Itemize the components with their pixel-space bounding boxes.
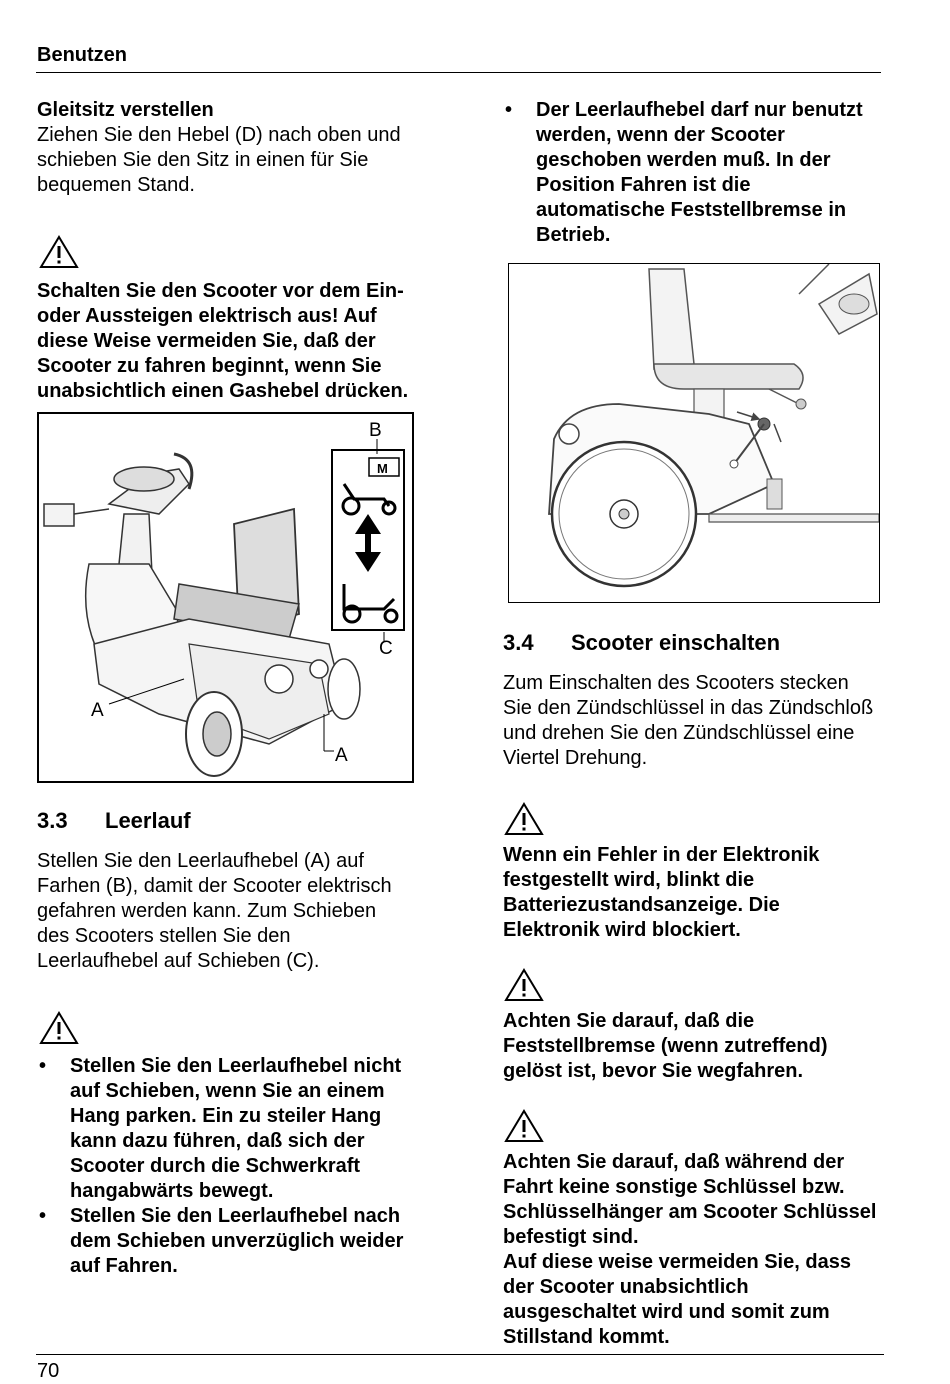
figure-label-b: B: [369, 420, 382, 441]
freewheel-lever-figure: [508, 263, 880, 603]
section-3-4-title: Scooter einschalten: [571, 630, 781, 655]
section-3-3-heading: [37, 807, 432, 835]
figure-label-a-left: A: [91, 700, 104, 721]
warning-keys-text: Achten Sie darauf, daß während der Fahrt keine sonstige Schlüssel bzw. Schlüsselhänger am Scooter Schlüssel befestigt sind.: [503, 1151, 877, 1248]
list-item: • Stellen Sie den Leerlaufhebel nicht auf Schieben, wenn Sie an einem Hang parken. Ein zu steiler Hang kann dazu führen, daß sich der Scooter durch die Schwerkraft hangabwärts bewegt.: [39, 1055, 402, 1202]
list-item: • Stellen Sie den Leerlaufhebel nach dem Schieben unverzüglich weider auf Fahren.: [39, 1205, 404, 1277]
left-column: [37, 98, 432, 1279]
right-column: [503, 98, 888, 1350]
figure-label-a-right: A: [335, 745, 348, 766]
page-number: 70: [37, 1360, 60, 1382]
warning-triangle-icon: [39, 1010, 79, 1046]
section-3-3-number: 3.3: [37, 808, 68, 833]
section-3-4-number: 3.4: [503, 630, 534, 655]
warning-triangle-icon: [504, 967, 544, 1003]
seat-adjust-heading: Gleitsitz verstellen: [37, 99, 214, 121]
warning-triangle-icon: [504, 801, 544, 837]
warning-switch-off-text: Schalten Sie den Scooter vor dem Ein- oder Aussteigen elektrisch aus! Auf diese Weise vermeiden Sie, daß der Scooter zu fahren beginnt, wenn Sie unabsichtlich einen Gashebel drücken.: [37, 280, 409, 402]
warning-parking-brake-text: Achten Sie darauf, daß die Feststellbremse (wenn zutreffend) gelöst ist, bevor Sie wegfahren.: [503, 1010, 828, 1082]
scooter-freewheel-figure: [37, 412, 414, 783]
warning-keys-consequence-text: Auf diese weise vermeiden Sie, dass der Scooter unabsichtlich ausgeschaltet wird und somit zum Stillstand kommt.: [503, 1251, 851, 1348]
warning-triangle-icon: [39, 234, 79, 270]
footer-divider: [36, 1354, 884, 1355]
seat-adjust-body: Ziehen Sie den Hebel (D) nach oben und schieben Sie den Sitz in einen für Sie bequemen Stand.: [37, 124, 401, 196]
section-3-3-body: Stellen Sie den Leerlaufhebel (A) auf Farhen (B), damit der Scooter elektrisch gefahren werden kann. Zum Schieben des Scooters stellen Sie den Leerlaufhebel auf Schieben (C).: [37, 850, 392, 972]
figure-label-c: C: [379, 638, 393, 659]
section-3-4-heading: [503, 629, 888, 657]
section-3-3-title: Leerlauf: [105, 808, 191, 833]
page-header-title: Benutzen: [37, 44, 127, 66]
list-item: • Der Leerlaufhebel darf nur benutzt werden, wenn der Scooter geschoben werden muß. In der Position Fahren ist die automatische Feststellbremse in Betrieb.: [505, 99, 863, 246]
freewheel-warning-list: [37, 1054, 422, 1279]
figure-label-m: M: [377, 461, 388, 476]
warning-triangle-icon: [504, 1108, 544, 1144]
header-divider: [36, 72, 881, 73]
warning-electronics-text: Wenn ein Fehler in der Elektronik festgestellt wird, blinkt die Batteriezustandsanzeige. Die Elektronik wird blockiert.: [503, 844, 820, 941]
section-3-4-body: Zum Einschalten des Scooters stecken Sie den Zündschlüssel in das Zündschloß und drehen Sie den Zündschlüssel eine Viertel Drehung.: [503, 672, 874, 769]
freewheel-usage-list: [503, 98, 883, 248]
